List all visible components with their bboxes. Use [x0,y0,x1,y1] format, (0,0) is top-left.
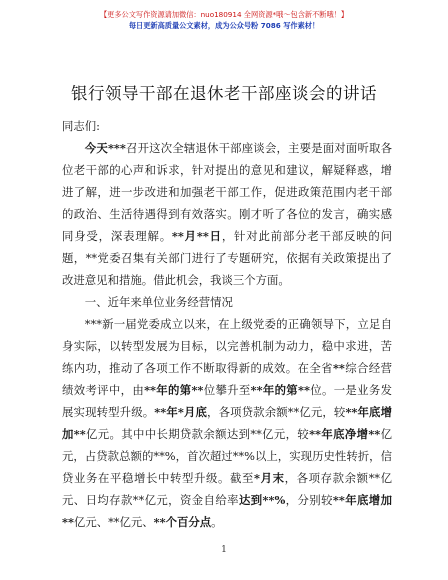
section-heading-1: 一、近年来单位业务经营情况 [84,295,233,309]
paragraph-performance [62,313,392,533]
perf-bold-f: **年的第** [250,383,310,397]
intro-bold-date-2: **月**日 [171,229,222,243]
perf-bold-n: *月末 [254,471,285,485]
perf-text-k: 亿元。其中中长期贷款余额达到**亿元，较 [85,427,310,441]
perf-text-m: 亿元，占贷款总额的**%，首次超过**%以上，实现历史性转折，信贷业务在平稳增长中转型升级。截至 [62,427,392,485]
perf-bold-j: **年底增加** [62,405,392,441]
perf-bold-l: **年底净增** [309,427,381,441]
salutation: 同志们: [62,119,101,133]
perf-text-u: 。 [211,515,223,529]
perf-bold-r: **年底增加** [62,493,392,529]
perf-text-o: ，各项存款余额**亿元、日均存款**亿元，资金自给率 [62,471,392,507]
perf-bold-d: **年的第** [144,383,204,397]
perf-text-s: 亿元、**亿元、 [73,515,154,529]
promo-banner-line-1: 【更多公文写作资源请加微信：nuo180914 全网资源*哦～包含新不断哦！】 [99,10,349,19]
intro-bold-date: 今天*** [84,141,126,155]
intro-text: 召开这次全辖退休干部座谈会，主要是面对面听取各位老干部的心声和诉求，针对提出的意见和建议，解疑释惑，增进了解，进一步改进和加强老干部工作，促进政策范围内老干部的政治、生活待遇得到有效落实。刚才听了各位的发言，确实感同身受，深表理解。 [62,141,392,243]
promo-banner [0,9,448,31]
perf-text-a: ***新一届党委成立以来，在上级党委的正确领导下，立足自身实际，以转型发展为目标，以完善机制为动力，稳中求进，苦练内功，推动了各项工作不断取得新的成效。在全省 [62,317,392,375]
document-title: 银行领导干部在退休老干部座谈会的讲话 [71,84,377,103]
promo-banner-line-2: 每日更新高质量公文素材，成为公众号粉 7086 写作素材！ [128,21,320,30]
perf-text-q: ，分别较 [285,493,333,507]
intro-text-2: ，针对此前部分老干部反映的问题，**党委召集有关部门进行了专题研究，依据有关政策提出了改进意见和措施。借此机会，我谈三个方面。 [62,229,392,287]
page-number: 1 [221,545,227,555]
perf-bold-b: ** [332,361,345,375]
perf-text-i: ，各项贷款余额**亿元，较 [207,405,346,419]
perf-bold-h: **年*月底 [154,405,208,419]
document-body [62,115,392,533]
perf-bold-t: **个百分点 [153,515,212,529]
perf-text-g: 位。一是业务发展实现转型升级。 [62,383,392,419]
paragraph-intro [62,137,392,291]
perf-text-c: 综合经营绩效考评中，由 [62,361,392,397]
perf-text-e: 位攀升至 [203,383,251,397]
perf-bold-p: 达到**% [238,493,286,507]
